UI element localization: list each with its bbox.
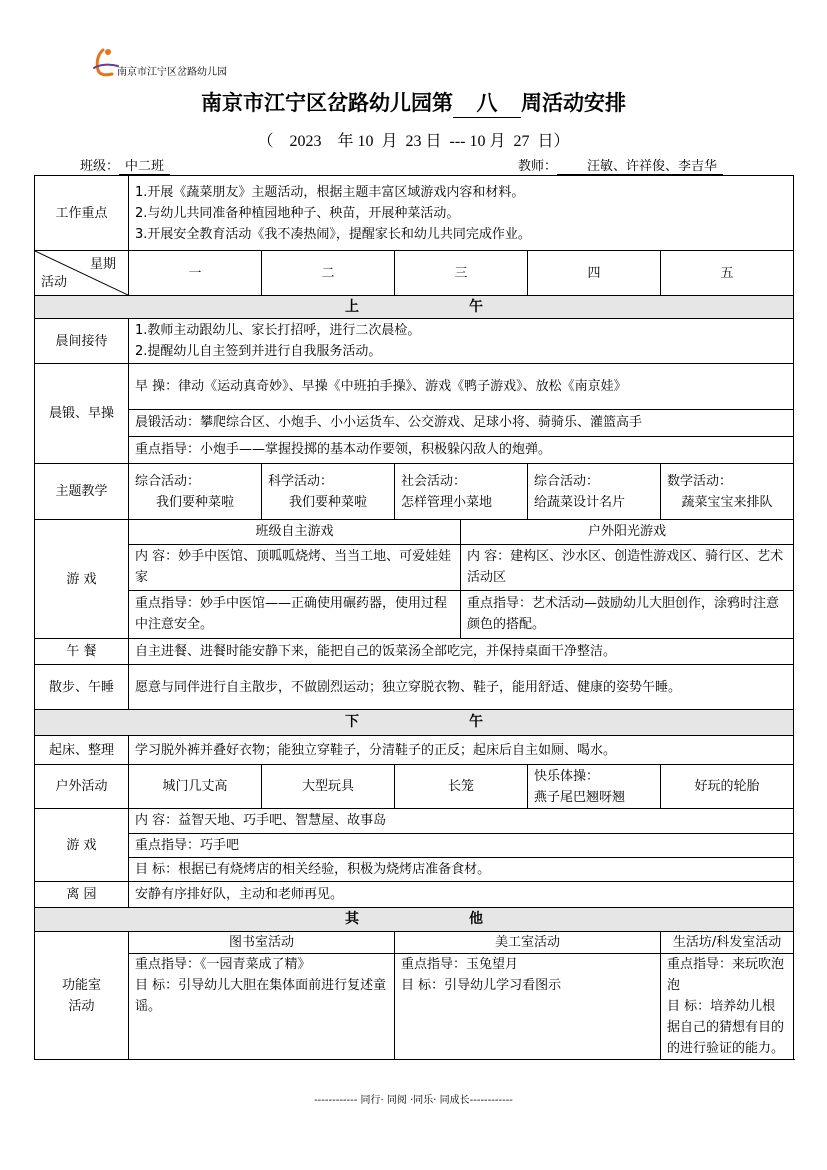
theme-name: 怎样管理小菜地 xyxy=(401,494,493,510)
exercise-morning-ex: 早 操：律动《运动真奇妙》、早操《中班拍手操》、游戏《鸭子游戏》、放松《南京娃》 xyxy=(129,364,793,409)
exercise-focus: 重点指导：小炮手——掌握投掷的基本动作要领，积极躲闪敌人的炮弹。 xyxy=(135,442,552,458)
exercise-activity: 晨锻活动：攀爬综合区、小炮手、小小运货车、公交游戏、足球小将、骑骑乐、灌篮高手 xyxy=(129,409,793,436)
games-label: 游 戏 xyxy=(35,520,129,639)
title-prefix: 南京市江宁区岔路幼儿园第 xyxy=(201,90,453,115)
theme-name: 我们要种菜啦 xyxy=(155,494,234,510)
section-other-left: 其 xyxy=(345,911,360,927)
outdoor-activity: 城门几丈高 xyxy=(129,765,262,809)
outdoor-activity: 长笼 xyxy=(395,765,528,809)
outdoor-activity: 大型玩具 xyxy=(262,765,395,809)
weekday-wed: 三 xyxy=(395,251,528,296)
teacher-info xyxy=(518,155,723,175)
games-class-focus: 重点指导：妙手中医馆——正确使用碾药器，使用过程中注意安全。 xyxy=(135,596,448,633)
footer-motto: ------------ 同行· 同阅 ·同乐· 同成长------------ xyxy=(314,1095,513,1106)
afternoon-games-label: 游 戏 xyxy=(35,809,129,882)
outdoor-activity: 好玩的轮胎 xyxy=(661,765,794,809)
room-focus: 重点指导：《一园青菜成了精》 xyxy=(135,957,311,972)
room-focus: 重点指导：来玩吹泡泡 xyxy=(667,957,785,993)
reception-content xyxy=(129,319,794,364)
library-room xyxy=(129,932,395,1060)
room-title: 图书室活动 xyxy=(129,932,394,954)
theme-name: 给蔬菜设计名片 xyxy=(534,494,626,510)
theme-cell xyxy=(395,464,528,520)
work-focus-label: 工作重点 xyxy=(35,176,129,251)
room-title: 生活坊/科发室活动 xyxy=(661,932,793,954)
theme-type: 科学活动： xyxy=(268,473,334,489)
section-afternoon-left: 下 xyxy=(345,714,360,730)
theme-type: 数学活动： xyxy=(667,473,733,489)
games-class-block xyxy=(129,520,461,639)
function-room-label-line: 活动 xyxy=(68,998,95,1014)
weekly-schedule-table xyxy=(34,175,794,1060)
class-label: 班级： xyxy=(80,159,120,174)
outdoor-activity xyxy=(528,765,661,809)
life-science-room xyxy=(661,932,794,1060)
room-detail xyxy=(395,954,660,1060)
outdoor-label: 户外活动 xyxy=(35,765,129,809)
leave-label: 离 园 xyxy=(35,882,129,908)
nap-label: 散步、午睡 xyxy=(35,665,129,710)
games-outdoor-content: 内 容：建构区、沙水区、创造性游戏区、骑行区、艺术活动区 xyxy=(461,544,793,590)
theme-type: 社会活动： xyxy=(401,473,467,489)
section-afternoon-right: 午 xyxy=(469,714,484,730)
weekday-tue: 二 xyxy=(262,251,395,296)
exercise-label: 晨锻、早操 xyxy=(35,364,129,464)
weekday-mon: 一 xyxy=(129,251,262,296)
games-outdoor-title: 户外阳光游戏 xyxy=(461,520,793,544)
afternoon-games-content xyxy=(129,809,794,882)
wakeup-label: 起床、整理 xyxy=(35,736,129,765)
function-room-label-line: 功能室 xyxy=(61,977,101,993)
corner-weekday-label: 星期 xyxy=(89,257,116,272)
room-goal: 目 标：引导幼儿学习看图示 xyxy=(401,978,562,993)
work-focus-line: 3.开展安全教育活动《我不凑热闹》，提醒家长和幼儿共同完成作业。 xyxy=(135,226,531,242)
lunch-content: 自主进餐、进餐时能安静下来，能把自己的饭菜汤全部吃完，并保持桌面干净整洁。 xyxy=(129,639,794,665)
reception-label: 晨间接待 xyxy=(35,319,129,364)
afternoon-games-row: 目 标：根据已有烧烤店的相关经验，积极为烧烤店准备食材。 xyxy=(135,861,491,877)
leave-content: 安静有序排好队，主动和老师再见。 xyxy=(129,882,794,908)
date-range: （ 2023 年 10 月 23 日 --- 10 月 27 日） xyxy=(257,133,570,150)
afternoon-games-row: 重点指导：巧手吧 xyxy=(129,833,793,857)
nap-content: 愿意与同伴进行自主散步，不做剧烈运动；独立穿脱衣物、鞋子，能用舒适、健康的姿势午睡。 xyxy=(129,665,794,710)
class-info xyxy=(80,155,170,175)
theme-cell xyxy=(661,464,794,520)
theme-type: 综合活动： xyxy=(135,473,201,489)
theme-label: 主题教学 xyxy=(35,464,129,520)
section-afternoon xyxy=(35,710,794,736)
reception-line: 2.提醒幼儿自主签到并进行自我服务活动。 xyxy=(135,344,382,359)
theme-name: 蔬菜宝宝来排队 xyxy=(681,494,773,510)
room-detail xyxy=(129,954,394,1060)
outdoor-activity-line: 快乐体操： xyxy=(534,768,600,784)
art-room xyxy=(395,932,661,1060)
teacher-value: 汪敏、许祥俊、李吉华 xyxy=(557,155,723,175)
room-detail xyxy=(661,954,793,1060)
weekday-thu: 四 xyxy=(528,251,661,296)
games-class-content: 内 容：妙手中医馆、顶呱呱烧烤、当当工地、可爱娃娃家 xyxy=(129,544,460,590)
work-focus-content xyxy=(129,176,794,251)
games-class-title: 班级自主游戏 xyxy=(129,520,460,544)
school-logo xyxy=(90,44,250,78)
page-title xyxy=(0,87,827,118)
wakeup-content: 学习脱外裤并叠好衣物；能独立穿鞋子，分清鞋子的正反；起床后自主如厕、喝水。 xyxy=(129,736,794,765)
games-outdoor-focus: 重点指导：艺术活动—鼓励幼儿大胆创作，涂鸦时注意颜色的搭配。 xyxy=(467,596,780,633)
theme-cell xyxy=(528,464,661,520)
afternoon-games-row: 内 容：益智天地、巧手吧、智慧屋、故事岛 xyxy=(129,809,793,833)
work-focus-line: 1.开展《蔬菜朋友》主题活动，根据主题丰富区域游戏内容和材料。 xyxy=(135,184,525,200)
function-room-label xyxy=(35,932,129,1060)
theme-cell xyxy=(262,464,395,520)
lunch-label: 午 餐 xyxy=(35,639,129,665)
section-morning xyxy=(35,296,794,319)
section-morning-left: 上 xyxy=(345,298,360,315)
room-goal: 目 标：引导幼儿大胆在集体面前进行复述童谣。 xyxy=(135,978,387,1014)
corner-activity-label: 活动 xyxy=(41,275,68,290)
theme-type: 综合活动： xyxy=(534,473,600,489)
games-outdoor-block xyxy=(461,520,794,639)
weekday-fri: 五 xyxy=(661,251,794,296)
week-number: 八 xyxy=(453,87,521,118)
logo-text: 南京市江宁区岔路幼儿园 xyxy=(117,67,227,78)
theme-cell xyxy=(129,464,262,520)
room-goal: 目 标：培养幼儿根据自己的猜想有目的的进行验证的能力。 xyxy=(667,999,785,1056)
exercise-content xyxy=(129,364,794,464)
class-value: 中二班 xyxy=(119,155,170,175)
weekday-corner-cell xyxy=(35,251,129,296)
theme-name: 我们要种菜啦 xyxy=(288,494,367,510)
teacher-label: 教师： xyxy=(518,159,558,174)
work-focus-line: 2.与幼儿共同准备种植园地种子、秧苗，开展种菜活动。 xyxy=(135,205,460,221)
section-other xyxy=(35,908,794,932)
section-morning-right: 午 xyxy=(469,298,484,315)
logo-mark-icon xyxy=(90,44,120,78)
room-title: 美工室活动 xyxy=(395,932,660,954)
section-other-right: 他 xyxy=(469,911,484,927)
title-suffix: 周活动安排 xyxy=(521,90,626,115)
outdoor-activity-line: 燕子尾巴翘呀翘 xyxy=(534,789,626,805)
room-focus: 重点指导：玉兔望月 xyxy=(401,957,519,972)
reception-line: 1.教师主动跟幼儿、家长打招呼，进行二次晨检。 xyxy=(135,323,421,338)
